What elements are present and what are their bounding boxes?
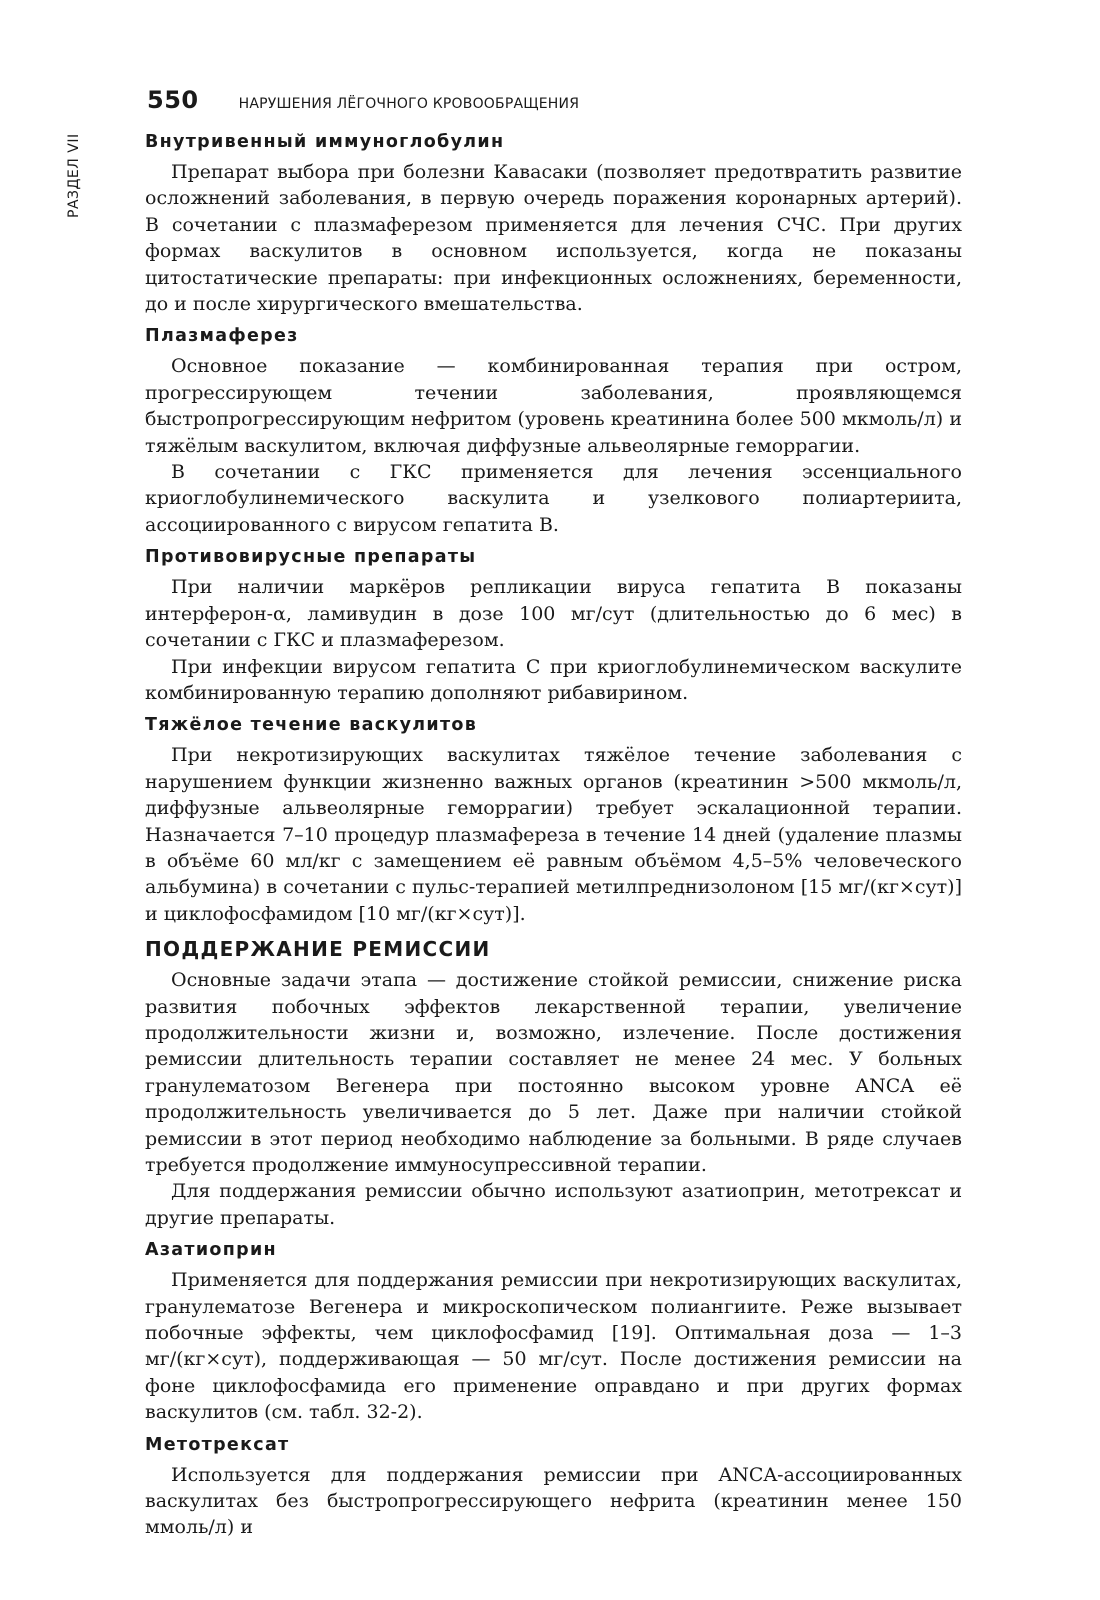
section-ivig [145, 128, 962, 317]
page-header [147, 86, 579, 122]
paragraph: При некротизирующих васкулитах тяжёлое течение заболевания с нарушением функции жизненно важных органов (креатинин >500 мкмоль/л, диффузные альвеолярные геморрагии) требует эскалационной терапии. Назначается 7–10 процедур плазмафереза в течение 14 дней (удаление плазмы в объёме 60 мл/кг с замещением её равным объёмом 4,5–5% человеческого альбумина) в сочетании с пульс-терапией метилпреднизолоном [15 мг/(кг×сут)] и циклофосфамидом [10 мг/(кг×сут)]. [145, 744, 962, 925]
section-heading-antiviral: Противовирусные препараты [145, 547, 477, 568]
paragraph: Препарат выбора при болезни Кавасаки (позволяет предотвратить развитие осложнений заболевания, в первую очередь поражения коронарных артерий). В сочетании с плазмаферезом применяется для лечения СЧС. При других формах васкулитов в основном используется, когда не показаны цитостатические препараты: при инфекционных осложнениях, беременности, до и после хирургического вмешательства. [145, 161, 962, 316]
section-plasmapheresis [145, 322, 962, 538]
paragraph: Основное показание — комбинированная терапия при остром, прогрессирующем течении заболевания, проявляющемся быстропрогрессирующим нефритом (уровень креатинина более 500 мкмоль/л) и тяжёлым васкулитом, включая диффузные альвеолярные геморрагии. [145, 355, 962, 457]
section-remission-maintenance [145, 933, 962, 1231]
page-content [145, 128, 962, 1541]
section-heading-severe-course: Тяжёлое течение васкулитов [145, 715, 478, 736]
section-methotrexate [145, 1431, 962, 1541]
paragraph: Применяется для поддержания ремиссии при некротизирующих васкулитах, гранулематозе Вегенера и микроскопическом полиангиите. Реже вызывает побочные эффекты, чем циклофосфамид [19]. Оптимальная доза — 1–3 мг/(кг×сут), поддерживающая — 50 мг/сут. После достижения ремиссии на фоне циклофосфамида его применение оправдано и при других формах васкулитов (см. табл. 32-2). [145, 1269, 962, 1424]
page-number: 550 [147, 86, 199, 114]
section-severe-course [145, 711, 962, 927]
section-heading-methotrexate: Метотрексат [145, 1434, 290, 1455]
section-heading-remission-maintenance: ПОДДЕРЖАНИЕ РЕМИССИИ [145, 937, 491, 962]
paragraph: В сочетании с ГКС применяется для лечения эссенциального криоглобулинемического васкулита и узелкового полиартериита, ассоциированного с вирусом гепатита В. [145, 461, 962, 536]
section-heading-plasmapheresis: Плазмаферез [145, 326, 299, 347]
section-heading-ivig: Внутривенный иммуноглобулин [145, 132, 505, 152]
paragraph: Для поддержания ремиссии обычно используют азатиоприн, метотрексат и другие препараты. [145, 1180, 962, 1229]
paragraph: Используется для поддержания ремиссии при ANCA-ассоциированных васкулитах без быстропрогрессирующего нефрита (креатинин менее 150 ммоль/л) и [145, 1463, 962, 1539]
section-azathioprine [145, 1236, 962, 1425]
paragraph: При наличии маркёров репликации вируса гепатита В показаны интерферон-α, ламивудин в дозе 100 мг/сут (длительностью до 6 мес) в сочетании с ГКС и плазмаферезом. [145, 576, 962, 652]
paragraph: Основные задачи этапа — достижение стойкой ремиссии, снижение риска развития побочных эффектов лекарственной терапии, увеличение продолжительности жизни и, возможно, излечение. После достижения ремиссии длительность терапии составляет не менее 24 мес. У больных гранулематозом Вегенера при постоянно высоком уровне ANCA её продолжительность увеличивается до 5 лет. Даже при наличии стойкой ремиссии в этот период необходимо наблюдение за больными. В ряде случаев требуется продолжение иммуносупрессивной терапии. [145, 969, 962, 1176]
section-antiviral [145, 543, 962, 706]
paragraph: При инфекции вирусом гепатита С при криоглобулинемическом васкулите комбинированную терапию дополняют рибавирином. [145, 655, 962, 704]
section-heading-azathioprine: Азатиоприн [145, 1240, 277, 1261]
section-side-label: РАЗДЕЛ VII [66, 133, 82, 218]
running-head: НАРУШЕНИЯ ЛЁГОЧНОГО КРОВООБРАЩЕНИЯ [238, 96, 580, 112]
